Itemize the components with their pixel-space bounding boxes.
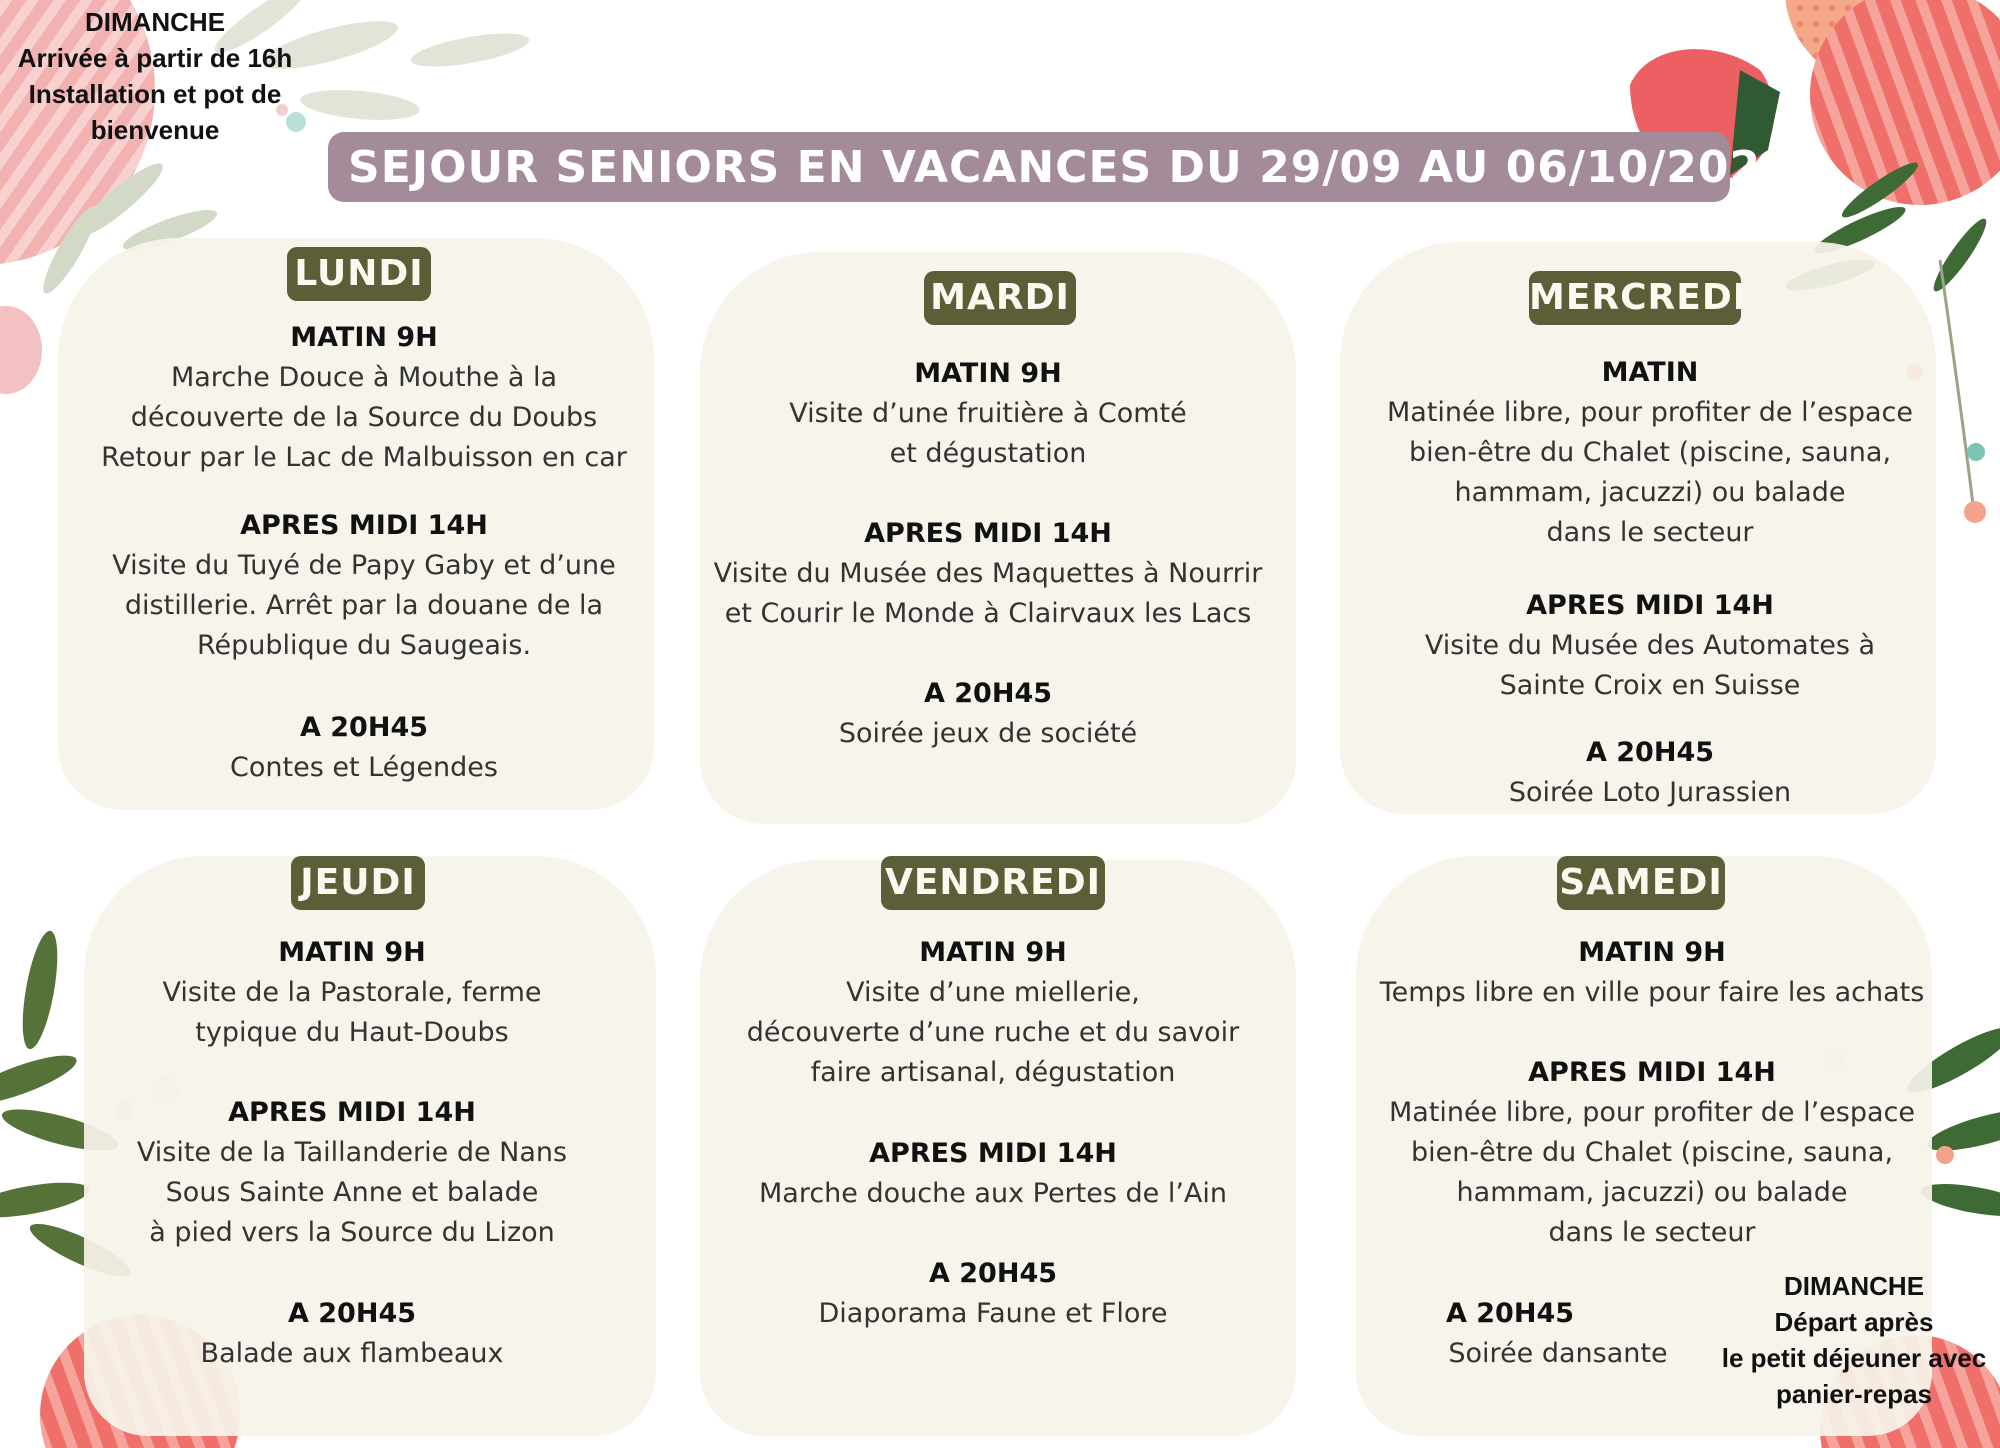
afternoon-line: hammam, jacuzzi) ou balade [1456,1177,1848,1208]
morning-heading: MATIN [1601,357,1699,388]
morning-heading: MATIN 9H [278,937,426,968]
afternoon-line: Marche douche aux Pertes de l’Ain [758,1178,1228,1209]
afternoon-line: dans le secteur [1548,1217,1756,1248]
morning-line: Marche Douce à Mouthe à la [170,362,558,393]
page-title: SEJOUR SENIORS EN VACANCES DU 29/09 AU 06/10/2024 [348,141,1793,193]
afternoon-heading: APRES MIDI 14H [1528,1057,1776,1088]
morning-line: typique du Haut-Doubs [195,1017,509,1048]
morning-line: découverte d’une ruche et du savoir [746,1017,1240,1048]
evening-line: Balade aux flambeaux [200,1338,504,1369]
afternoon-heading: APRES MIDI 14H [864,518,1112,549]
morning-line: Visite d’une miellerie, [846,977,1140,1008]
afternoon-line: à pied vers la Source du Lizon [149,1217,555,1248]
evening-heading: A 20H45 [928,1258,1058,1289]
departure-note [1700,1268,2000,1412]
morning-heading: MATIN 9H [919,937,1067,968]
morning-line: hammam, jacuzzi) ou balade [1454,477,1846,508]
evening-heading: A 20H45 [1585,737,1715,768]
day-label-mercredi: MERCREDI [1529,271,1741,325]
arrival-note-line: Installation et pot de [28,79,282,109]
day-label-lundi: LUNDI [287,247,431,301]
evening-line: Diaporama Faune et Flore [818,1298,1168,1329]
afternoon-line: et Courir le Monde à Clairvaux les Lacs [724,598,1252,629]
departure-note-line: le petit déjeuner avec [1721,1343,1987,1373]
morning-line: Visite d’une fruitière à Comté [789,398,1187,429]
evening-line: Soirée dansante [1448,1338,1668,1369]
evening-heading: A 20H45 [923,678,1053,709]
afternoon-line: Sainte Croix en Suisse [1499,670,1801,701]
afternoon-line: distillerie. Arrêt par la douane de la [124,590,604,621]
title-banner [328,132,1793,202]
departure-note-line: Départ après [1774,1307,1934,1337]
afternoon-line: Visite du Musée des Maquettes à Nourrir [713,558,1263,589]
departure-note-line: DIMANCHE [1783,1271,1925,1301]
morning-heading: MATIN 9H [290,322,438,353]
afternoon-line: Visite du Musée des Automates à [1424,630,1876,661]
afternoon-line: Visite du Tuyé de Papy Gaby et d’une [112,550,616,581]
morning-line: Matinée libre, pour profiter de l’espace [1386,397,1914,428]
afternoon-line: Sous Sainte Anne et balade [165,1177,539,1208]
afternoon-heading: APRES MIDI 14H [1526,590,1774,621]
evening-heading: A 20H45 [1445,1298,1575,1329]
evening-heading: A 20H45 [299,712,429,743]
evening-heading: A 20H45 [287,1298,417,1329]
morning-line: et dégustation [889,438,1087,469]
morning-line: Retour par le Lac de Malbuisson en car [101,442,627,473]
day-label-mardi: MARDI [924,271,1076,325]
evening-line: Contes et Légendes [230,752,498,783]
morning-line: Temps libre en ville pour faire les achats [1379,977,1925,1008]
departure-note-line: panier-repas [1775,1379,1933,1409]
afternoon-line: Visite de la Taillanderie de Nans [136,1137,568,1168]
afternoon-line: Matinée libre, pour profiter de l’espace [1388,1097,1916,1128]
morning-line: Visite de la Pastorale, ferme [162,977,542,1008]
evening-line: Soirée jeux de société [838,718,1138,749]
morning-line: dans le secteur [1546,517,1754,548]
arrival-note-line: DIMANCHE [84,7,226,37]
morning-line: faire artisanal, dégustation [810,1057,1176,1088]
morning-heading: MATIN 9H [914,358,1062,389]
morning-line: bien-être du Chalet (piscine, sauna, [1408,437,1892,468]
afternoon-line: République du Saugeais. [196,630,532,661]
evening-line: Soirée Loto Jurassien [1508,777,1792,808]
morning-line: découverte de la Source du Doubs [130,402,598,433]
day-label-jeudi: JEUDI [291,856,425,910]
arrival-note-line: bienvenue [90,115,220,145]
afternoon-line: bien-être du Chalet (piscine, sauna, [1410,1137,1894,1168]
afternoon-heading: APRES MIDI 14H [228,1097,476,1128]
afternoon-heading: APRES MIDI 14H [240,510,488,541]
morning-heading: MATIN 9H [1578,937,1726,968]
arrival-note [0,4,310,148]
afternoon-heading: APRES MIDI 14H [869,1138,1117,1169]
day-label-vendredi: VENDREDI [881,856,1105,910]
day-label-samedi: SAMEDI [1557,856,1725,910]
arrival-note-line: Arrivée à partir de 16h [17,43,293,73]
